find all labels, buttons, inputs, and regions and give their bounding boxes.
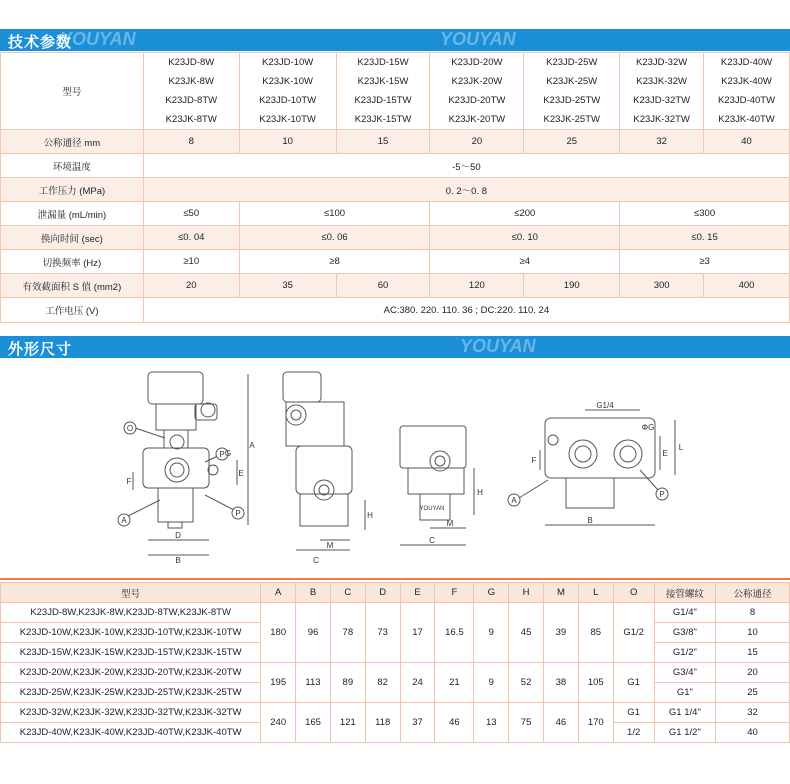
divider [0, 578, 790, 580]
spec-table [0, 52, 790, 323]
label-H: H [477, 488, 483, 497]
label-M: M [326, 541, 334, 550]
dim-value: 89 [330, 663, 365, 703]
dims-banner [0, 336, 790, 358]
dim-value: 24 [400, 663, 435, 703]
label-O: O [126, 424, 134, 433]
nominal-value: 20 [716, 663, 790, 683]
nominal-value: 8 [716, 603, 790, 623]
label-E: E [238, 469, 244, 478]
dim-value: 17 [400, 603, 435, 663]
label-C: C [429, 536, 435, 545]
leak-value: ≤300 [620, 202, 790, 226]
label-F: F [531, 456, 537, 465]
col-header: L [578, 583, 613, 603]
switch-value: ≤0. 06 [239, 226, 430, 250]
temp-label: 环境温度 [1, 154, 144, 178]
nominal-value: 15 [336, 130, 430, 154]
table-row-model: K23JD-10W,K23JK-10W,K23JD-10TW,K23JK-10TW [1, 623, 261, 643]
label-G: G [224, 449, 232, 458]
col-header: B [296, 583, 331, 603]
nominal-value: 40 [704, 130, 790, 154]
label-H: H [367, 511, 373, 520]
thread-value: G3/8" [654, 623, 715, 643]
voltage-value: AC:380. 220. 110. 36 ; DC:220. 110. 24 [143, 298, 789, 323]
dim-value: 105 [578, 663, 613, 703]
dim-value: 13 [474, 703, 509, 743]
label-D: D [175, 531, 181, 540]
nominal-value: 25 [524, 130, 620, 154]
leak-value: ≤200 [430, 202, 620, 226]
nominal-value: 32 [716, 703, 790, 723]
dim-value: 9 [474, 663, 509, 703]
label-L: L [678, 443, 684, 452]
model-cell: K23JD-32W K23JK-32W K23JD-32TW K23JK-32TW [620, 53, 704, 130]
nominal-value: 10 [239, 130, 336, 154]
thread-value: G1 1/4" [654, 703, 715, 723]
dim-value: 38 [544, 663, 579, 703]
thread-value: G1/2" [654, 643, 715, 663]
table-row-model: K23JD-40W,K23JK-40W,K23JD-40TW,K23JK-40TW [1, 723, 261, 743]
dim-value: 21 [435, 663, 474, 703]
leak-value: ≤100 [239, 202, 430, 226]
freq-value: ≥8 [239, 250, 430, 274]
dim-value: 240 [261, 703, 296, 743]
dim-value: 16.5 [435, 603, 474, 663]
thread-value: G3/4" [654, 663, 715, 683]
table-row-model: K23JD-25W,K23JK-25W,K23JD-25TW,K23JK-25TW [1, 683, 261, 703]
dim-value: G1 [613, 663, 654, 703]
label-P: P [659, 490, 665, 499]
dim-value: 46 [544, 703, 579, 743]
dim-value: 75 [509, 703, 544, 743]
dim-value: 113 [296, 663, 331, 703]
nominal-value: 25 [716, 683, 790, 703]
area-value: 35 [239, 274, 336, 298]
watermark: YOUYAN [60, 29, 136, 49]
col-header: O [613, 583, 654, 603]
voltage-label: 工作电压 (V) [1, 298, 144, 323]
nominal-value: 40 [716, 723, 790, 743]
label-F: F [126, 477, 132, 486]
label-A: A [249, 441, 255, 450]
area-value: 20 [143, 274, 239, 298]
drawing-brand: YOUYAN [419, 506, 445, 512]
freq-label: 切换频率 (Hz) [1, 250, 144, 274]
leak-label: 泄漏量 (mL/min) [1, 202, 144, 226]
dim-value: 96 [296, 603, 331, 663]
col-header: G [474, 583, 509, 603]
label-C: C [313, 556, 319, 565]
label-g14: G1/4 [596, 401, 614, 410]
col-header: D [365, 583, 400, 603]
valve-side-view [283, 372, 365, 550]
table-row-model: K23JD-20W,K23JK-20W,K23JD-20TW,K23JK-20TW [1, 663, 261, 683]
dim-value: 170 [578, 703, 613, 743]
dim-value: G1/2 [613, 603, 654, 663]
freq-value: ≥10 [143, 250, 239, 274]
valve-top-view [400, 426, 474, 545]
dim-value: 118 [365, 703, 400, 743]
table-row-model: K23JD-32W,K23JK-32W,K23JD-32TW,K23JK-32TW [1, 703, 261, 723]
col-header: 接管螺纹 [654, 583, 715, 603]
area-value: 60 [336, 274, 430, 298]
thread-value: G1" [654, 683, 715, 703]
dim-value: 73 [365, 603, 400, 663]
dim-value: 82 [365, 663, 400, 703]
tech-params-banner [0, 29, 790, 51]
pressure-label: 工作压力 (MPa) [1, 178, 144, 202]
col-header: 型号 [1, 583, 261, 603]
tech-params-title: 技术参数 [8, 33, 73, 51]
switch-value: ≤0. 10 [430, 226, 620, 250]
dim-value: 45 [509, 603, 544, 663]
model-cell: K23JD-20W K23JK-20W K23JD-20TW K23JK-20TW [430, 53, 524, 130]
area-value: 190 [524, 274, 620, 298]
nominal-label: 公称通径 mm [1, 130, 144, 154]
switch-label: 换向时间 (sec) [1, 226, 144, 250]
model-cell: K23JD-15W K23JK-15W K23JD-15TW K23JK-15TW [336, 53, 430, 130]
thread-value: G1/4" [654, 603, 715, 623]
label-phiG: ΦG [641, 423, 655, 432]
dim-value: 52 [509, 663, 544, 703]
area-label: 有效截面积 S 值 (mm2) [1, 274, 144, 298]
dim-value: 195 [261, 663, 296, 703]
table-row-model: K23JD-8W,K23JK-8W,K23JD-8TW,K23JK-8TW [1, 603, 261, 623]
dims-table [0, 582, 790, 743]
dim-value: 121 [330, 703, 365, 743]
dim-value: 9 [474, 603, 509, 663]
label-A: A [121, 516, 127, 525]
dim-value: 1/2 [613, 723, 654, 743]
model-cell: K23JD-25W K23JK-25W K23JD-25TW K23JK-25TW [524, 53, 620, 130]
dim-value: 78 [330, 603, 365, 663]
dims-title: 外形尺寸 [8, 340, 73, 358]
valve-front-view [128, 372, 248, 555]
col-header: 公称通径 [716, 583, 790, 603]
nominal-value: 8 [143, 130, 239, 154]
nominal-value: 20 [430, 130, 524, 154]
dim-value: 46 [435, 703, 474, 743]
watermark: YOUYAN [440, 29, 516, 49]
nominal-value: 10 [716, 623, 790, 643]
pressure-value: 0. 2～0. 8 [143, 178, 789, 202]
label-M: M [446, 519, 454, 528]
model-cell: K23JD-10W K23JK-10W K23JD-10TW K23JK-10TW [239, 53, 336, 130]
switch-value: ≤0. 04 [143, 226, 239, 250]
label-P: P [219, 450, 225, 459]
dim-value: 180 [261, 603, 296, 663]
col-header: F [435, 583, 474, 603]
area-value: 120 [430, 274, 524, 298]
label-A: A [511, 496, 517, 505]
nominal-value: 15 [716, 643, 790, 663]
label-P: P [235, 509, 241, 518]
freq-value: ≥4 [430, 250, 620, 274]
model-cell: K23JD-40W K23JK-40W K23JD-40TW K23JK-40TW [704, 53, 790, 130]
temp-value: -5～50 [143, 154, 789, 178]
leak-value: ≤50 [143, 202, 239, 226]
dim-value: G1 [613, 703, 654, 723]
area-value: 300 [620, 274, 704, 298]
col-header: M [544, 583, 579, 603]
table-row-model: K23JD-15W,K23JK-15W,K23JD-15TW,K23JK-15TW [1, 643, 261, 663]
freq-value: ≥3 [620, 250, 790, 274]
area-value: 400 [704, 274, 790, 298]
label-B: B [175, 556, 181, 565]
outline-drawing [0, 360, 790, 575]
label-E: E [662, 449, 668, 458]
dim-value: 37 [400, 703, 435, 743]
col-header: C [330, 583, 365, 603]
model-cell: K23JD-8W K23JK-8W K23JD-8TW K23JK-8TW [143, 53, 239, 130]
thread-value: G1 1/2" [654, 723, 715, 743]
switch-value: ≤0. 15 [620, 226, 790, 250]
col-header: E [400, 583, 435, 603]
col-header: A [261, 583, 296, 603]
watermark: YOUYAN [460, 336, 536, 356]
dim-value: 85 [578, 603, 613, 663]
dim-value: 165 [296, 703, 331, 743]
label-B: B [587, 516, 593, 525]
col-header: H [509, 583, 544, 603]
nominal-value: 32 [620, 130, 704, 154]
model-label: 型号 [1, 53, 144, 130]
dim-value: 39 [544, 603, 579, 663]
